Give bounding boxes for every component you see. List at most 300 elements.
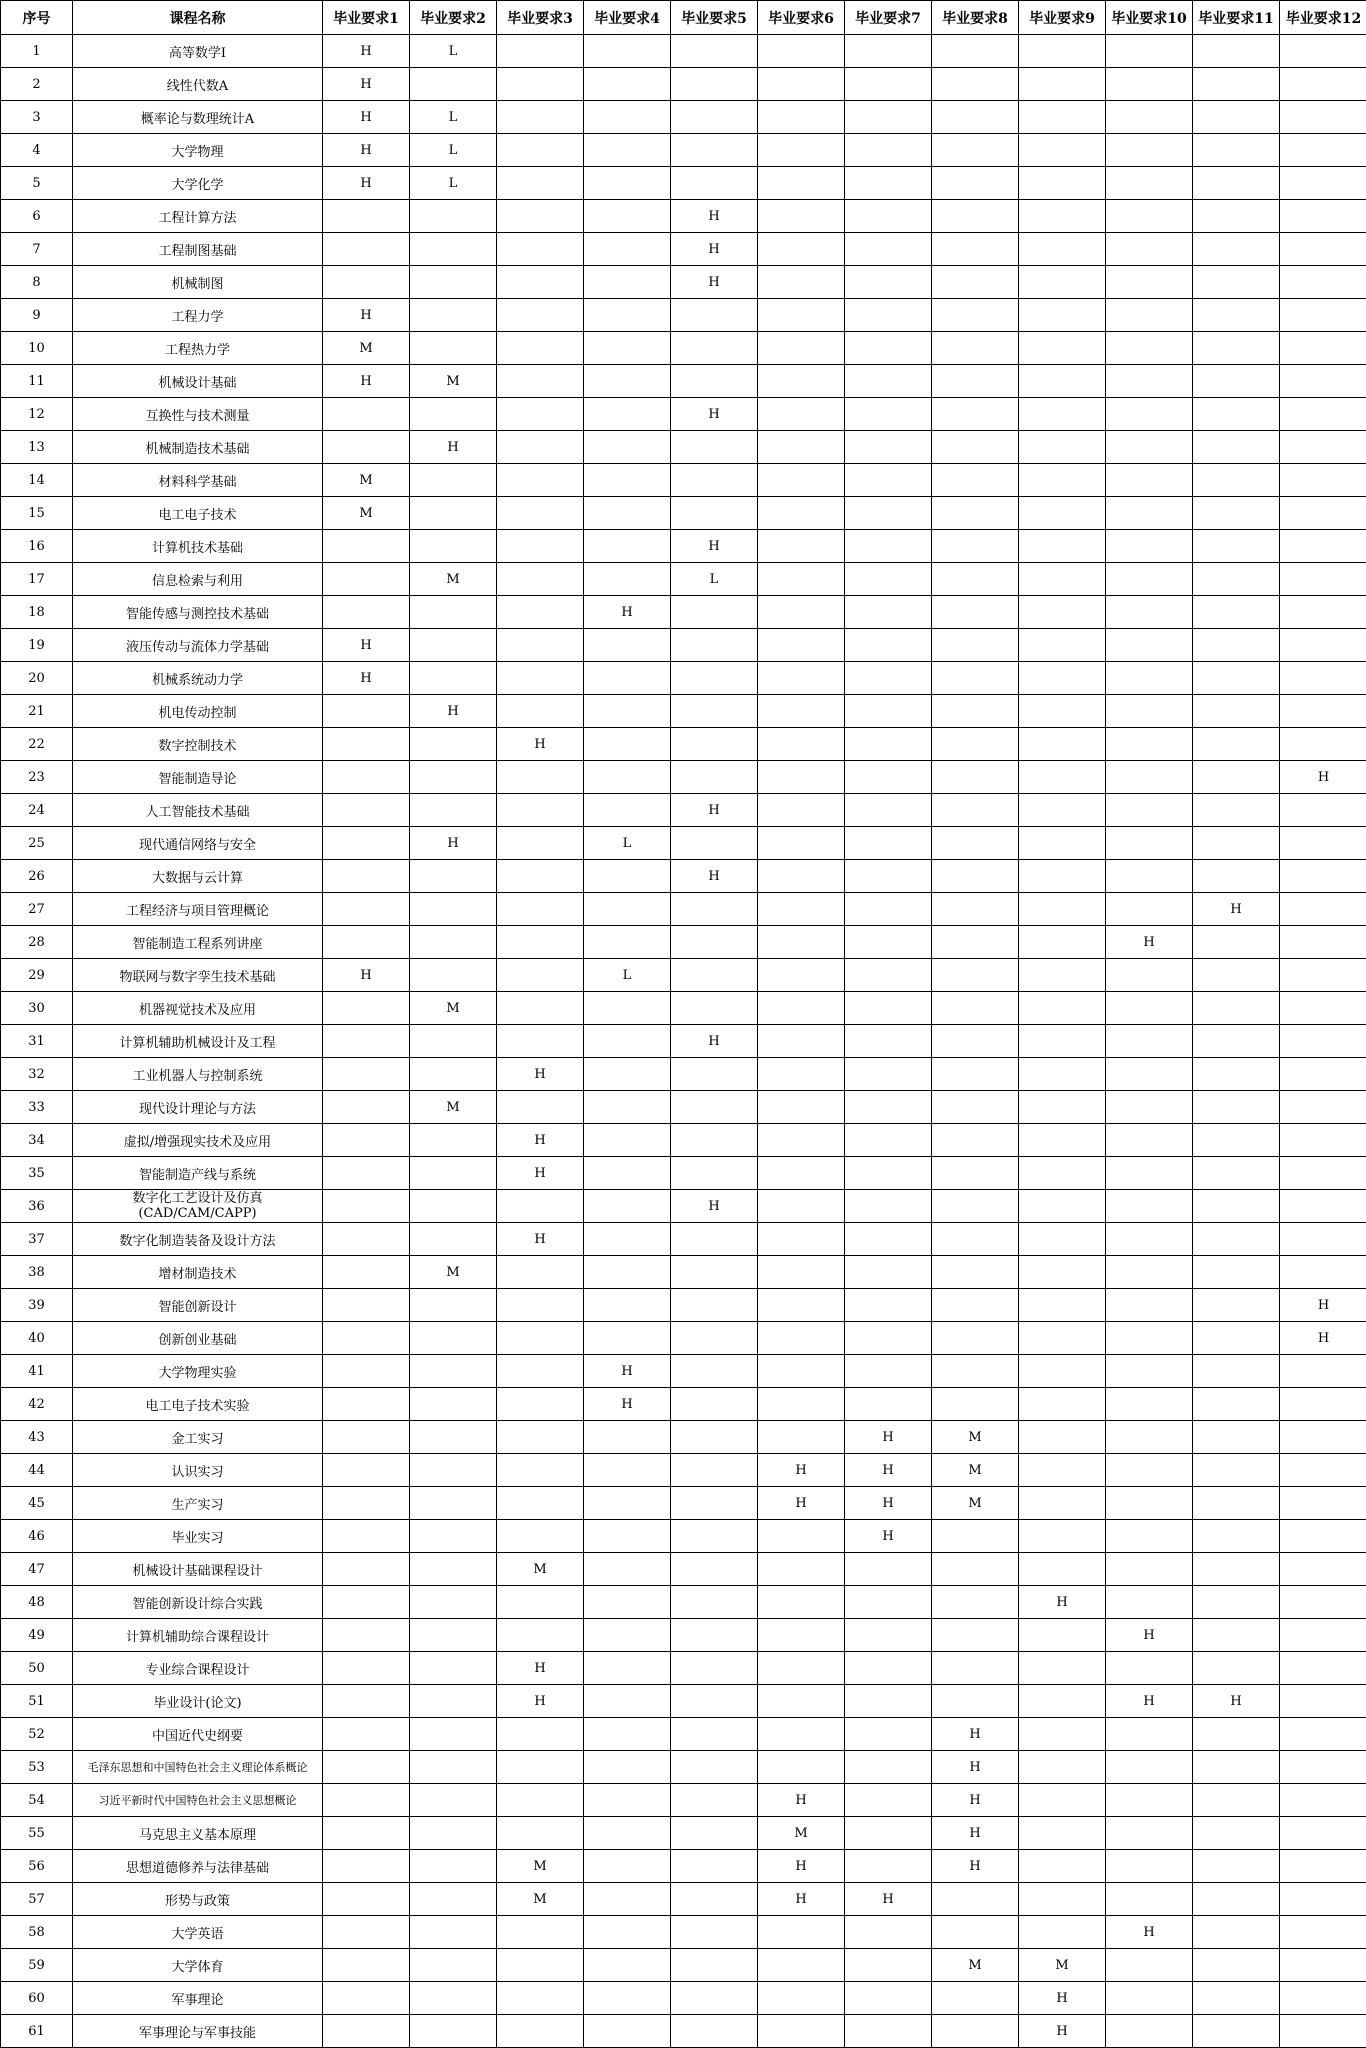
requirement-1-cell [323, 233, 410, 266]
requirement-7-cell [845, 1322, 932, 1355]
course-name: 创新创业基础 [73, 1322, 323, 1355]
requirement-11-cell [1193, 992, 1280, 1025]
requirement-6-cell [758, 167, 845, 200]
row-index: 29 [1, 959, 73, 992]
requirement-12-cell [1280, 596, 1366, 629]
requirement-7-cell [845, 2015, 932, 2048]
requirement-3-cell [497, 1949, 584, 1982]
requirement-2-cell [410, 332, 497, 365]
row-index: 17 [1, 563, 73, 596]
requirement-7-cell [845, 860, 932, 893]
table-row [1, 1817, 1366, 1850]
requirement-10-cell [1106, 596, 1193, 629]
requirement-4-cell [584, 926, 671, 959]
requirement-9-cell [1019, 365, 1106, 398]
requirement-7-cell [845, 827, 932, 860]
requirement-8-cell [932, 1355, 1019, 1388]
row-index: 5 [1, 167, 73, 200]
requirement-3-cell [497, 893, 584, 926]
requirement-8-cell [932, 1124, 1019, 1157]
requirement-6-cell [758, 1520, 845, 1553]
requirement-4-cell [584, 1586, 671, 1619]
requirement-3-cell [497, 1025, 584, 1058]
requirement-2-cell: M [410, 992, 497, 1025]
requirement-6-cell [758, 563, 845, 596]
header-requirement-4: 毕业要求4 [584, 1, 671, 35]
requirement-6-cell [758, 1289, 845, 1322]
requirement-11-cell [1193, 596, 1280, 629]
requirement-1-cell: H [323, 299, 410, 332]
requirement-4-cell [584, 695, 671, 728]
requirement-12-cell [1280, 1421, 1366, 1454]
requirement-2-cell [410, 926, 497, 959]
course-name: 计算机辅助机械设计及工程 [73, 1025, 323, 1058]
table-row [1, 497, 1366, 530]
course-name: 机器视觉技术及应用 [73, 992, 323, 1025]
table-row [1, 1619, 1366, 1652]
requirement-4-cell [584, 1520, 671, 1553]
row-index: 32 [1, 1058, 73, 1091]
requirement-8-cell [932, 860, 1019, 893]
requirement-5-cell [671, 68, 758, 101]
requirement-7-cell [845, 1025, 932, 1058]
course-name: 军事理论 [73, 1982, 323, 2015]
requirement-9-cell [1019, 1355, 1106, 1388]
requirement-3-cell [497, 1256, 584, 1289]
requirement-12-cell [1280, 1190, 1366, 1223]
table-row [1, 299, 1366, 332]
requirement-11-cell [1193, 959, 1280, 992]
requirement-2-cell [410, 497, 497, 530]
requirement-12-cell [1280, 1157, 1366, 1190]
requirement-9-cell [1019, 464, 1106, 497]
requirement-1-cell [323, 1850, 410, 1883]
requirement-11-cell [1193, 1817, 1280, 1850]
requirement-4-cell [584, 662, 671, 695]
row-index: 19 [1, 629, 73, 662]
requirement-11-cell [1193, 695, 1280, 728]
requirement-6-cell [758, 464, 845, 497]
requirement-4-cell [584, 1685, 671, 1718]
requirement-7-cell [845, 794, 932, 827]
table-row [1, 134, 1366, 167]
course-name: 大学英语 [73, 1916, 323, 1949]
requirement-12-cell [1280, 1388, 1366, 1421]
course-name: 工程热力学 [73, 332, 323, 365]
requirement-2-cell [410, 1520, 497, 1553]
requirement-8-cell [932, 728, 1019, 761]
requirement-12-cell [1280, 1058, 1366, 1091]
requirement-1-cell: M [323, 332, 410, 365]
course-name: 虚拟/增强现实技术及应用 [73, 1124, 323, 1157]
requirement-7-cell: H [845, 1520, 932, 1553]
requirement-10-cell [1106, 1784, 1193, 1817]
requirement-4-cell [584, 1190, 671, 1223]
requirement-1-cell [323, 827, 410, 860]
requirement-5-cell [671, 1949, 758, 1982]
requirement-4-cell [584, 1916, 671, 1949]
requirement-10-cell [1106, 365, 1193, 398]
requirement-11-cell [1193, 1454, 1280, 1487]
requirement-8-cell [932, 1586, 1019, 1619]
requirement-8-cell [932, 1388, 1019, 1421]
requirement-2-cell [410, 1586, 497, 1619]
course-name: 现代设计理论与方法 [73, 1091, 323, 1124]
requirement-8-cell [932, 101, 1019, 134]
course-name: 大数据与云计算 [73, 860, 323, 893]
requirement-12-cell [1280, 1751, 1366, 1784]
requirement-3-cell [497, 1289, 584, 1322]
course-name: 金工实习 [73, 1421, 323, 1454]
requirement-2-cell [410, 1322, 497, 1355]
requirement-6-cell [758, 1091, 845, 1124]
requirement-3-cell [497, 299, 584, 332]
course-name: 智能创新设计综合实践 [73, 1586, 323, 1619]
requirement-9-cell [1019, 431, 1106, 464]
requirement-12-cell: H [1280, 1289, 1366, 1322]
row-index: 6 [1, 200, 73, 233]
requirement-9-cell [1019, 1289, 1106, 1322]
course-name: 机械系统动力学 [73, 662, 323, 695]
requirement-11-cell [1193, 1784, 1280, 1817]
requirement-9-cell [1019, 1025, 1106, 1058]
row-index: 7 [1, 233, 73, 266]
requirement-7-cell [845, 1949, 932, 1982]
requirement-12-cell [1280, 695, 1366, 728]
requirement-11-cell [1193, 530, 1280, 563]
requirement-10-cell [1106, 101, 1193, 134]
table-row [1, 1157, 1366, 1190]
requirement-12-cell [1280, 1223, 1366, 1256]
row-index: 15 [1, 497, 73, 530]
row-index: 42 [1, 1388, 73, 1421]
requirement-11-cell [1193, 167, 1280, 200]
requirement-2-cell [410, 1454, 497, 1487]
requirement-5-cell [671, 1619, 758, 1652]
requirement-9-cell [1019, 1850, 1106, 1883]
requirement-3-cell: H [497, 1124, 584, 1157]
requirement-5-cell [671, 1454, 758, 1487]
requirement-9-cell [1019, 1751, 1106, 1784]
requirement-7-cell [845, 233, 932, 266]
requirement-12-cell [1280, 1784, 1366, 1817]
requirement-7-cell [845, 761, 932, 794]
requirement-11-cell [1193, 629, 1280, 662]
requirement-8-cell [932, 827, 1019, 860]
requirement-4-cell [584, 497, 671, 530]
requirement-2-cell [410, 1619, 497, 1652]
course-name: 工程制图基础 [73, 233, 323, 266]
requirement-6-cell [758, 1586, 845, 1619]
requirement-3-cell [497, 497, 584, 530]
requirement-4-cell [584, 1454, 671, 1487]
course-name: 机电传动控制 [73, 695, 323, 728]
requirement-1-cell: H [323, 662, 410, 695]
row-index: 33 [1, 1091, 73, 1124]
requirement-5-cell [671, 1223, 758, 1256]
requirement-12-cell [1280, 2015, 1366, 2048]
requirement-5-cell [671, 1982, 758, 2015]
row-index: 44 [1, 1454, 73, 1487]
requirement-3-cell [497, 1388, 584, 1421]
requirement-6-cell [758, 959, 845, 992]
course-name: 机械设计基础课程设计 [73, 1553, 323, 1586]
requirement-2-cell [410, 1388, 497, 1421]
requirement-7-cell [845, 1091, 932, 1124]
requirement-6-cell [758, 200, 845, 233]
requirement-3-cell [497, 233, 584, 266]
requirement-10-cell [1106, 695, 1193, 728]
requirement-6-cell [758, 1421, 845, 1454]
requirement-6-cell [758, 827, 845, 860]
requirement-10-cell: H [1106, 1685, 1193, 1718]
requirement-2-cell [410, 1553, 497, 1586]
requirement-11-cell [1193, 464, 1280, 497]
requirement-10-cell [1106, 1256, 1193, 1289]
row-index: 52 [1, 1718, 73, 1751]
requirement-9-cell [1019, 1388, 1106, 1421]
row-index: 10 [1, 332, 73, 365]
requirement-9-cell [1019, 1553, 1106, 1586]
requirement-11-cell [1193, 1190, 1280, 1223]
requirement-4-cell [584, 1751, 671, 1784]
requirement-7-cell [845, 68, 932, 101]
table-row [1, 794, 1366, 827]
requirement-8-cell: M [932, 1421, 1019, 1454]
requirement-7-cell [845, 1784, 932, 1817]
requirement-9-cell [1019, 1157, 1106, 1190]
requirement-7-cell [845, 200, 932, 233]
requirement-12-cell [1280, 1091, 1366, 1124]
table-row [1, 1883, 1366, 1916]
requirement-9-cell [1019, 1223, 1106, 1256]
requirement-10-cell [1106, 1553, 1193, 1586]
requirement-7-cell [845, 1652, 932, 1685]
table-row [1, 1190, 1366, 1223]
requirement-9-cell [1019, 992, 1106, 1025]
requirement-4-cell [584, 365, 671, 398]
requirement-7-cell [845, 266, 932, 299]
requirement-9-cell [1019, 497, 1106, 530]
requirement-8-cell [932, 596, 1019, 629]
requirement-12-cell [1280, 563, 1366, 596]
requirement-5-cell [671, 695, 758, 728]
requirement-11-cell [1193, 1091, 1280, 1124]
requirement-10-cell [1106, 1487, 1193, 1520]
requirement-9-cell [1019, 1421, 1106, 1454]
course-name: 智能创新设计 [73, 1289, 323, 1322]
table-row [1, 1256, 1366, 1289]
row-index: 11 [1, 365, 73, 398]
requirement-7-cell: H [845, 1487, 932, 1520]
requirement-12-cell [1280, 1586, 1366, 1619]
requirement-4-cell [584, 1949, 671, 1982]
requirement-2-cell [410, 728, 497, 761]
requirement-4-cell [584, 332, 671, 365]
requirement-4-cell [584, 629, 671, 662]
requirement-7-cell [845, 893, 932, 926]
requirement-11-cell [1193, 299, 1280, 332]
requirement-5-cell [671, 1784, 758, 1817]
requirement-1-cell [323, 563, 410, 596]
row-index: 23 [1, 761, 73, 794]
table-row [1, 1388, 1366, 1421]
table-row [1, 1553, 1366, 1586]
requirement-10-cell [1106, 1454, 1193, 1487]
requirement-8-cell [932, 992, 1019, 1025]
requirement-7-cell [845, 1817, 932, 1850]
requirement-7-cell: H [845, 1454, 932, 1487]
requirement-6-cell [758, 1025, 845, 1058]
requirement-9-cell [1019, 200, 1106, 233]
requirement-12-cell [1280, 1916, 1366, 1949]
row-index: 25 [1, 827, 73, 860]
requirement-10-cell [1106, 860, 1193, 893]
row-index: 58 [1, 1916, 73, 1949]
requirement-6-cell [758, 1718, 845, 1751]
table-row [1, 101, 1366, 134]
requirement-3-cell [497, 1586, 584, 1619]
requirement-11-cell [1193, 827, 1280, 860]
requirement-11-cell [1193, 1256, 1280, 1289]
header-index: 序号 [1, 1, 73, 35]
requirement-7-cell [845, 1751, 932, 1784]
requirement-4-cell [584, 1124, 671, 1157]
requirement-10-cell [1106, 1850, 1193, 1883]
requirement-12-cell [1280, 662, 1366, 695]
requirement-11-cell [1193, 662, 1280, 695]
requirement-9-cell [1019, 266, 1106, 299]
requirement-2-cell [410, 1718, 497, 1751]
requirement-1-cell [323, 992, 410, 1025]
requirement-12-cell [1280, 101, 1366, 134]
row-index: 9 [1, 299, 73, 332]
requirement-8-cell: H [932, 1817, 1019, 1850]
course-name: 智能制造导论 [73, 761, 323, 794]
requirement-1-cell [323, 1388, 410, 1421]
requirement-12-cell [1280, 893, 1366, 926]
table-row [1, 992, 1366, 1025]
requirement-10-cell [1106, 1520, 1193, 1553]
row-index: 1 [1, 35, 73, 68]
requirement-12-cell [1280, 1949, 1366, 1982]
requirement-4-cell [584, 1058, 671, 1091]
header-requirement-11: 毕业要求11 [1193, 1, 1280, 35]
requirement-1-cell [323, 1157, 410, 1190]
requirement-3-cell [497, 266, 584, 299]
requirement-4-cell [584, 1883, 671, 1916]
requirement-3-cell [497, 1817, 584, 1850]
requirement-5-cell [671, 2015, 758, 2048]
row-index: 46 [1, 1520, 73, 1553]
requirement-7-cell [845, 728, 932, 761]
requirement-6-cell [758, 1157, 845, 1190]
requirement-7-cell [845, 1223, 932, 1256]
requirement-3-cell [497, 596, 584, 629]
requirement-10-cell [1106, 563, 1193, 596]
requirement-10-cell [1106, 431, 1193, 464]
requirement-6-cell: H [758, 1850, 845, 1883]
requirement-5-cell [671, 1322, 758, 1355]
row-index: 60 [1, 1982, 73, 2015]
requirement-12-cell [1280, 134, 1366, 167]
course-name: 工程经济与项目管理概论 [73, 893, 323, 926]
course-name: 智能制造工程系列讲座 [73, 926, 323, 959]
requirement-10-cell [1106, 959, 1193, 992]
requirement-10-cell [1106, 1157, 1193, 1190]
row-index: 53 [1, 1751, 73, 1784]
row-index: 4 [1, 134, 73, 167]
requirement-5-cell: H [671, 1190, 758, 1223]
requirement-1-cell [323, 1883, 410, 1916]
requirement-9-cell [1019, 1784, 1106, 1817]
requirement-3-cell [497, 761, 584, 794]
requirement-6-cell [758, 332, 845, 365]
course-name: 军事理论与军事技能 [73, 2015, 323, 2048]
requirement-4-cell [584, 1487, 671, 1520]
row-index: 13 [1, 431, 73, 464]
table-row [1, 1421, 1366, 1454]
requirement-3-cell [497, 530, 584, 563]
requirement-8-cell [932, 530, 1019, 563]
requirement-2-cell [410, 1982, 497, 2015]
course-name: 中国近代史纲要 [73, 1718, 323, 1751]
requirement-8-cell [932, 1289, 1019, 1322]
requirement-4-cell [584, 1421, 671, 1454]
requirement-4-cell: H [584, 1388, 671, 1421]
requirement-1-cell [323, 1652, 410, 1685]
course-name: 毛泽东思想和中国特色社会主义理论体系概论 [73, 1751, 323, 1784]
requirement-2-cell [410, 1025, 497, 1058]
requirement-2-cell [410, 1916, 497, 1949]
requirement-6-cell [758, 1619, 845, 1652]
row-index: 59 [1, 1949, 73, 1982]
requirement-12-cell [1280, 1982, 1366, 2015]
requirement-7-cell [845, 101, 932, 134]
row-index: 39 [1, 1289, 73, 1322]
requirement-2-cell [410, 1157, 497, 1190]
requirement-4-cell [584, 134, 671, 167]
row-index: 31 [1, 1025, 73, 1058]
requirement-7-cell [845, 530, 932, 563]
requirement-10-cell [1106, 1949, 1193, 1982]
requirement-6-cell [758, 2015, 845, 2048]
requirement-3-cell [497, 1520, 584, 1553]
requirement-5-cell: H [671, 200, 758, 233]
row-index: 37 [1, 1223, 73, 1256]
requirement-4-cell [584, 101, 671, 134]
requirement-2-cell [410, 2015, 497, 2048]
requirement-4-cell [584, 1157, 671, 1190]
requirement-2-cell [410, 1685, 497, 1718]
requirement-4-cell [584, 1652, 671, 1685]
requirement-8-cell [932, 563, 1019, 596]
course-name: 智能制造产线与系统 [73, 1157, 323, 1190]
requirement-6-cell [758, 1058, 845, 1091]
requirement-11-cell [1193, 860, 1280, 893]
requirement-2-cell [410, 299, 497, 332]
requirement-9-cell [1019, 1520, 1106, 1553]
requirement-10-cell [1106, 1190, 1193, 1223]
requirement-12-cell [1280, 530, 1366, 563]
requirement-1-cell [323, 1619, 410, 1652]
requirement-7-cell [845, 1718, 932, 1751]
requirement-10-cell [1106, 629, 1193, 662]
table-row [1, 563, 1366, 596]
requirement-5-cell [671, 1058, 758, 1091]
requirement-8-cell [932, 893, 1019, 926]
requirement-4-cell: L [584, 827, 671, 860]
